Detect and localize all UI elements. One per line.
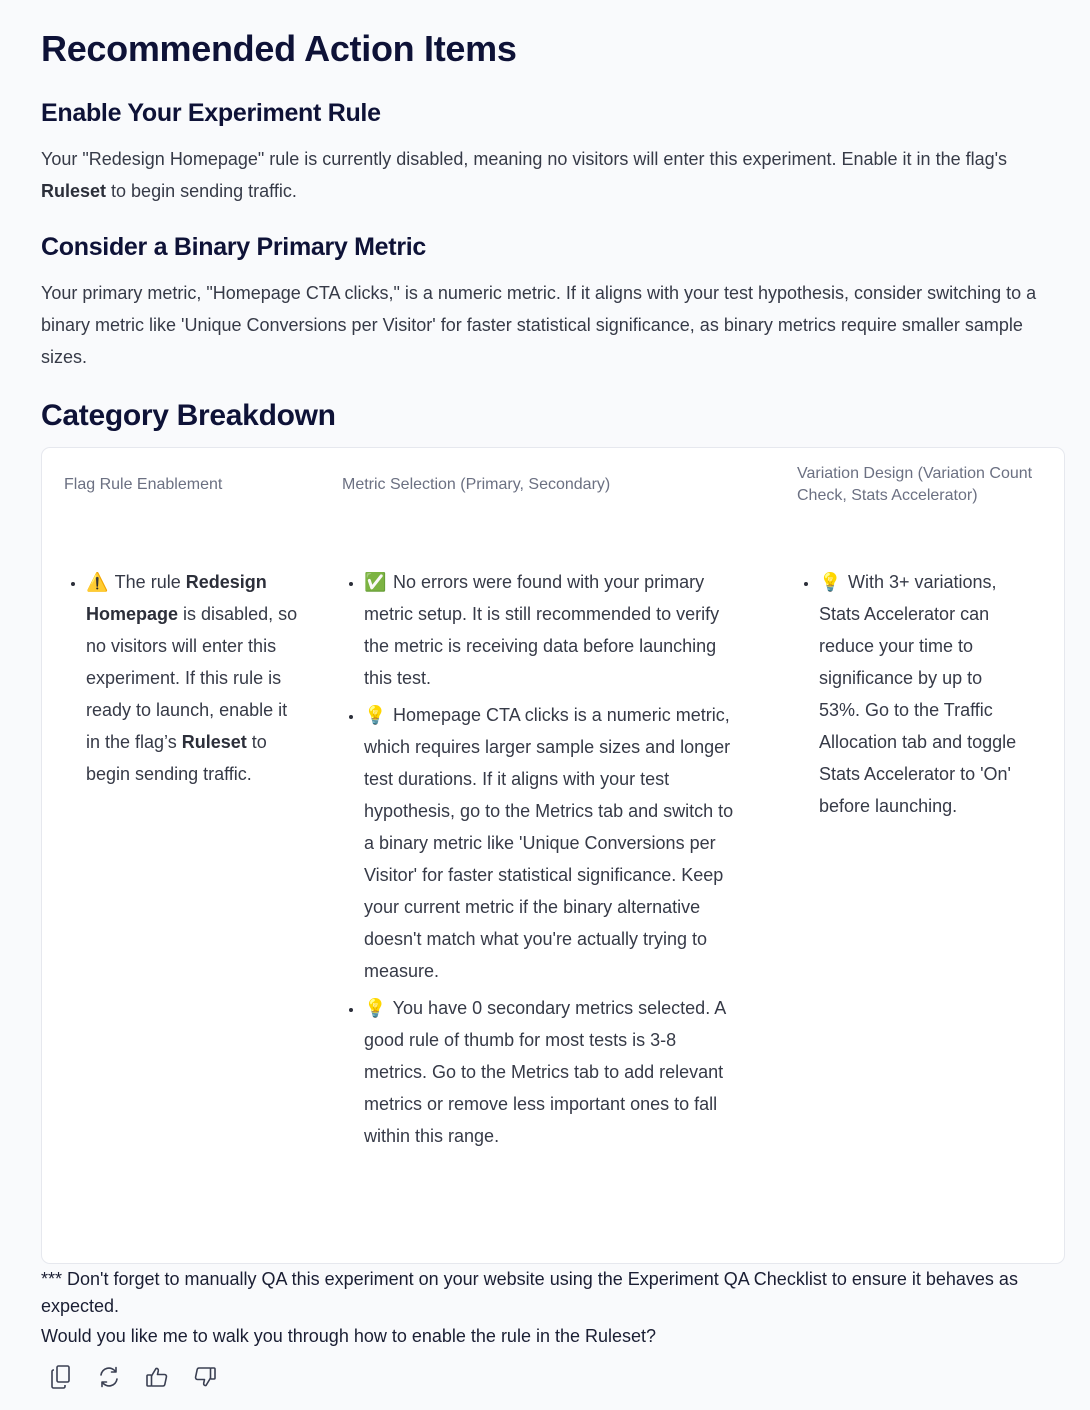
rule-name-bold: Redesign Homepage xyxy=(86,572,267,624)
copy-button[interactable] xyxy=(48,1362,74,1392)
item-text: The rule xyxy=(110,572,186,592)
copy-icon xyxy=(49,1364,73,1390)
message-actions xyxy=(48,1362,218,1392)
item-text: You have 0 secondary metrics selected. A good rule of thumb for most tests is 3-8 metrics. Go to the Metrics tab to add relevant metrics or remove less important ones to fall within this range. xyxy=(364,998,726,1146)
item-text: With 3+ variations, Stats Accelerator can reduce your time to significance by up to 53%. Go to the Traffic Allocation tab and toggle Stats Accelerator to 'On' before launching. xyxy=(819,572,1017,816)
item-text: No errors were found with your primary metric setup. It is still recommended to verify the metric is receiving data before launching this test. xyxy=(364,572,720,688)
thumbs-up-icon xyxy=(145,1365,169,1389)
column-list-metric-selection xyxy=(342,566,742,1157)
regenerate-button[interactable] xyxy=(96,1362,122,1392)
list-item xyxy=(364,992,742,1152)
thumbs-up-button[interactable] xyxy=(144,1362,170,1392)
item-text: Homepage CTA clicks is a numeric metric, which requires larger sample sizes and longer test durations. If it aligns with your test hypothesis, go to the Metrics tab and switch to a binary metric like 'Unique Conversions per Visitor' for faster statistical significance. Keep your current metric if the binary alternative doesn't match what you're actually trying to measure. xyxy=(364,705,734,981)
list-item xyxy=(364,566,742,694)
section-body-binary-metric: Your primary metric, "Homepage CTA clicks," is a numeric metric. If it aligns with your test hypothesis, consider switching to a binary metric like 'Unique Conversions per Visitor' for faster statistical significance, as binary metrics require smaller sample sizes. xyxy=(41,283,1037,367)
column-header-flag-rule: Flag Rule Enablement xyxy=(64,476,223,493)
list-item xyxy=(819,566,1025,822)
section-title-enable-rule: Enable Your Experiment Rule xyxy=(41,99,381,127)
category-breakdown-table xyxy=(41,447,1065,1264)
column-header-variation-design: Variation Design (Variation Count Check, Stats Accelerator) xyxy=(797,465,1033,504)
ruleset-bold: Ruleset xyxy=(41,181,107,201)
page-title: Recommended Action Items xyxy=(41,28,517,69)
lightbulb-icon: 💡 xyxy=(364,998,387,1018)
thumbs-down-icon xyxy=(193,1365,217,1389)
body-text: Your "Redesign Homepage" rule is currently disabled, meaning no visitors will enter this experiment. Enable it in the flag's xyxy=(41,149,1008,169)
ruleset-bold: Ruleset xyxy=(181,732,247,752)
follow-up-question: Would you like me to walk you through how to enable the rule in the Ruleset? xyxy=(41,1326,657,1346)
thumbs-down-button[interactable] xyxy=(192,1362,218,1392)
column-list-variation-design xyxy=(797,566,1025,827)
warning-icon: ⚠️ xyxy=(86,572,109,592)
column-list-flag-rule xyxy=(64,566,304,795)
item-text: to begin sending traffic. xyxy=(86,732,267,784)
body-text: to begin sending traffic. xyxy=(106,181,297,201)
regenerate-icon xyxy=(97,1365,121,1389)
response-container xyxy=(0,0,1090,432)
list-item xyxy=(86,566,304,790)
qa-reminder-note: *** Don't forget to manually QA this experiment on your website using the Experiment QA Checklist to ensure it behaves as expected. xyxy=(41,1269,1018,1316)
section-title-binary-metric: Consider a Binary Primary Metric xyxy=(41,233,426,261)
column-header-metric-selection: Metric Selection (Primary, Secondary) xyxy=(342,476,611,493)
category-breakdown-title: Category Breakdown xyxy=(41,399,336,432)
lightbulb-icon: 💡 xyxy=(819,572,842,592)
section-body-enable-rule xyxy=(41,143,1051,207)
list-item xyxy=(364,699,742,987)
check-icon: ✅ xyxy=(364,572,387,592)
item-text: is disabled, so no visitors will enter this experiment. If this rule is ready to launch, enable it in the flag’s xyxy=(86,604,298,752)
lightbulb-icon: 💡 xyxy=(364,705,387,725)
